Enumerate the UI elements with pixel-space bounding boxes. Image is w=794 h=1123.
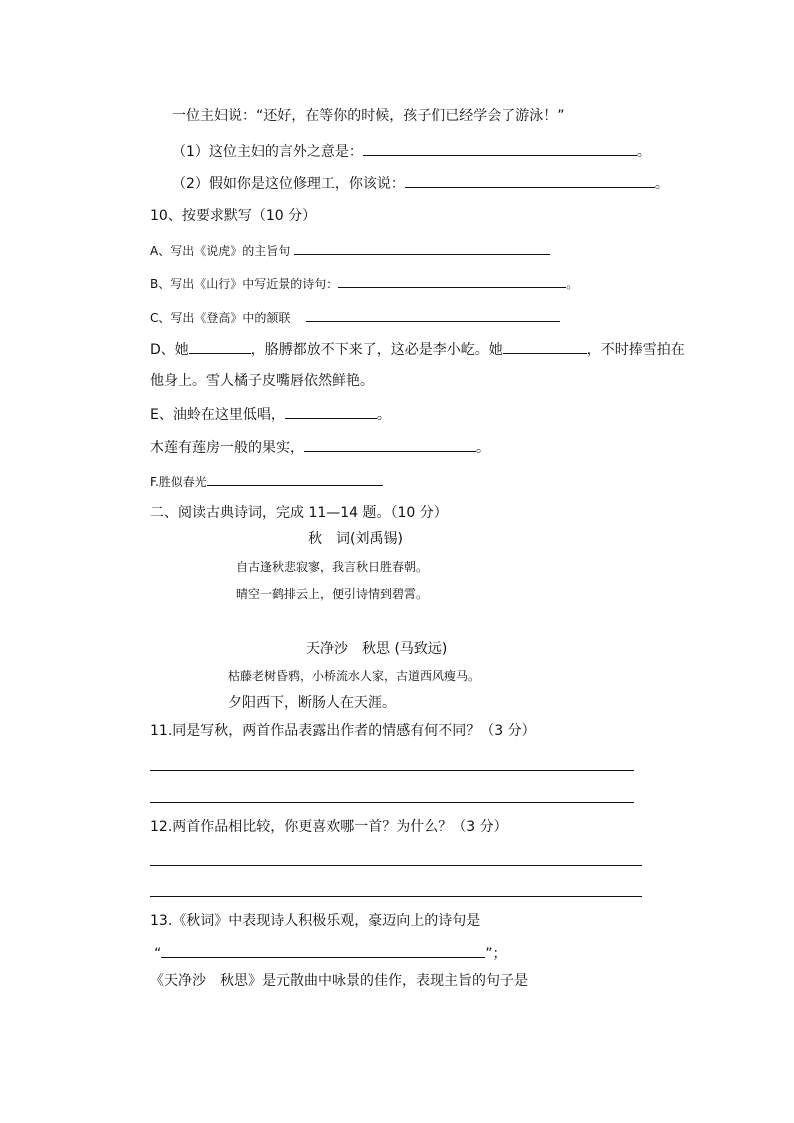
q10-d-part3: ，不时捧雪拍在 — [586, 342, 685, 358]
q10-d-part1: D、她 — [150, 342, 189, 358]
q13-line2: 《天净沙 秋思》是元散曲中咏景的佳作，表现主旨的句子是 — [150, 973, 528, 989]
q10-e1-end: 。 — [376, 407, 391, 423]
q9-quote: 一位主妇说：“还好，在等你的时候，孩子们已经学会了游泳！” — [172, 108, 565, 124]
q9-sub2-prompt: （2）假如你是这位修理工，你该说： — [172, 176, 405, 192]
q13-open-quote: “ — [154, 946, 162, 962]
q10-b-end: 。 — [566, 277, 579, 291]
q12-answer-line-1[interactable] — [150, 865, 642, 866]
q10-e1-prompt: E、油蛉在这里低唱， — [150, 407, 285, 423]
q9-sub1-end: 。 — [636, 144, 651, 160]
q12-text: 12.两首作品相比较，你更喜欢哪一首？为什么？（3 分） — [150, 819, 508, 835]
q9-sub1-prompt: （1）这位主妇的言外之意是： — [172, 144, 363, 160]
q10-f-prompt: F.胜似春光 — [150, 475, 207, 489]
q13-text: 13.《秋词》中表现诗人积极乐观，豪迈向上的诗句是 — [150, 913, 481, 929]
q10-a-prompt: A、写出《说虎》的主旨句 — [150, 244, 291, 258]
poem1-title: 秋 词(刘禹锡) — [308, 531, 403, 547]
q13-answer — [154, 944, 507, 963]
q10-d-continuation: 他身上。雪人橘子皮嘴唇依然鲜艳。 — [150, 373, 374, 389]
q10-c-answer-blank[interactable] — [306, 308, 560, 322]
q10-e1 — [150, 405, 391, 424]
q10-c-prompt: C、写出《登高》中的颔联 — [150, 311, 291, 325]
q10-d-blank-1[interactable] — [189, 340, 251, 354]
q10-b — [150, 274, 578, 293]
poem2-title: 天净沙 秋思 (马致远) — [306, 641, 448, 657]
q10-f — [150, 472, 383, 491]
q9-sub2-answer-blank[interactable] — [405, 174, 655, 188]
q13-answer-blank[interactable] — [161, 944, 485, 958]
q10-d-blank-2[interactable] — [503, 340, 587, 354]
q10-e2 — [150, 438, 490, 457]
poem2-line1: 枯藤老树昏鸦，小桥流水人家，古道西风瘦马。 — [228, 669, 481, 683]
q10-a-answer-blank[interactable] — [294, 241, 550, 255]
q13-close-quote: ”； — [485, 946, 507, 962]
q10-e2-end: 。 — [476, 440, 490, 456]
q10-e1-answer-blank[interactable] — [285, 405, 377, 419]
section2-heading: 二、阅读古典诗词，完成 11—14 题。（10 分） — [150, 505, 448, 521]
q9-sub2 — [172, 174, 669, 193]
q10-a — [150, 241, 550, 260]
poem2-line2: 夕阳西下，断肠人在天涯。 — [228, 695, 396, 711]
q10-b-answer-blank[interactable] — [338, 274, 566, 288]
q11-text: 11.同是写秋，两首作品表露出作者的情感有何不同？（3 分） — [150, 723, 536, 739]
q12-answer-line-2[interactable] — [150, 896, 642, 897]
q10-b-prompt: B、写出《山行》中写近景的诗句： — [150, 277, 339, 291]
q10-heading: 10、按要求默写（10 分） — [150, 208, 317, 224]
q11-answer-line-1[interactable] — [150, 770, 634, 771]
q10-c — [150, 308, 560, 327]
poem1-line2: 晴空一鹤排云上，便引诗情到碧霄。 — [236, 587, 429, 601]
poem1-line1: 自古逢秋悲寂寥，我言秋日胜春朝。 — [236, 560, 429, 574]
q10-d-part2: ，胳膊都放不下来了，这必是李小屹。她 — [250, 342, 503, 358]
q10-e2-prompt: 木莲有莲房一般的果实， — [150, 440, 304, 456]
q9-sub1 — [172, 142, 651, 161]
q11-answer-line-2[interactable] — [150, 802, 634, 803]
q9-sub1-answer-blank[interactable] — [363, 142, 637, 156]
q9-sub2-end: 。 — [654, 176, 669, 192]
q10-e2-answer-blank[interactable] — [304, 438, 476, 452]
q10-d — [150, 340, 685, 359]
q10-f-answer-blank[interactable] — [207, 472, 383, 486]
